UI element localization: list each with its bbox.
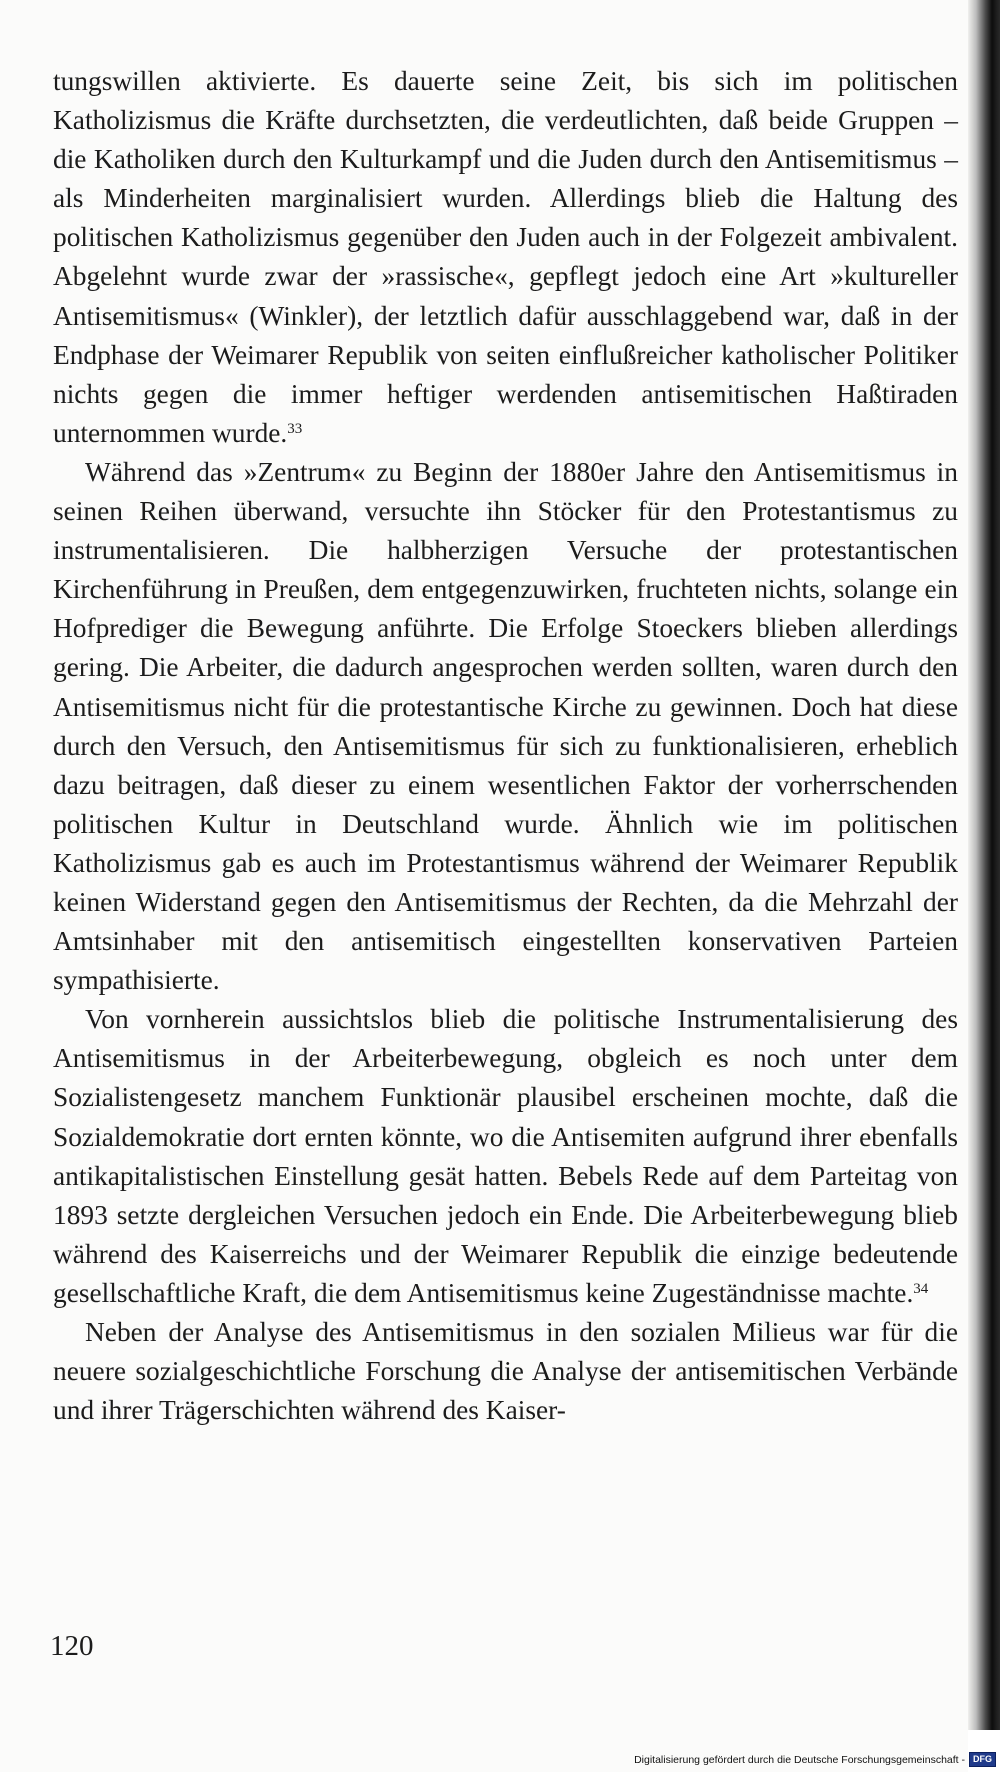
- paragraph-2-text: Während das »Zentrum« zu Beginn der 1880er Jahre den Antisemitismus in seinen Reihen überwand, versuchte ihn Stöcker für den Protestantismus zu instrumentalisieren. Die halbherzigen Versuche der protestantischen Kirchenführung in Preußen, dem entgegenzuwirken, fruchteten nichts, solange ein Hofprediger die Bewegung anführte. Die Erfolge Stoeckers blieben allerdings gering. Die Arbeiter, die dadurch angesprochen werden sollten, waren durch den Antisemitismus nicht für die protestantische Kirche zu gewinnen. Doch hat diese durch den Versuch, den Antisemitismus für sich zu funktionalisieren, erheblich dazu beitragen, daß dieser zu einem wesentlichen Faktor der vorherrschenden politischen Kultur in Deutschland wurde. Ähnlich wie im politischen Katholizismus gab es auch im Protestantismus während der Weimarer Republik keinen Widerstand gegen den Antisemitismus der Rechten, da die Mehrzahl der Amtsinhaber mit den antisemitisch eingestellten konservativen Parteien sympathisierte.: [53, 456, 958, 996]
- digitization-credit: Digitalisierung gefördert durch die Deutsche Forschungsgemeinschaft -: [634, 1753, 965, 1766]
- paragraph-2: [53, 453, 958, 1000]
- paragraph-4-text: Neben der Analyse des Antisemitismus in den sozialen Milieus war für die neuere sozialgeschichtliche Forschung die Analyse der antisemitischen Verbände und ihrer Trägerschichten während des Kaiser-: [53, 1317, 958, 1426]
- paragraph-1: [53, 62, 958, 453]
- paragraph-4: [53, 1313, 958, 1430]
- footnote-ref-33: 33: [287, 420, 303, 437]
- body-text: [53, 62, 958, 1430]
- paragraph-3: [53, 1000, 958, 1313]
- digitization-footer: [634, 1752, 996, 1767]
- paragraph-3-text: Von vornherein aussichtslos blieb die politische Instrumentalisierung des Antisemitismus in der Arbeiterbewegung, obgleich es noch unter dem Sozialistengesetz manchem Funktionär plausibel erscheinen mochte, daß die Sozialdemokratie dort ernten könnte, wo die Antisemiten aufgrund ihrer ebenfalls antikapitalistischen Einstellung gesät hatten. Bebels Rede auf dem Parteitag von 1893 setzte dergleichen Versuchen jedoch ein Ende. Die Arbeiterbewegung blieb während des Kaiserreichs und der Weimarer Republik die einzige bedeutende gesellschaftliche Kraft, die dem Antisemitismus keine Zugeständnisse machte.: [53, 1004, 958, 1308]
- book-spine-shadow: [968, 0, 1000, 1730]
- footnote-ref-34: 34: [913, 1280, 929, 1297]
- paragraph-1-text: tungswillen aktivierte. Es dauerte seine Zeit, bis sich im politischen Katholizismus die Kräfte durchsetzten, die verdeutlichten, daß beide Gruppen – die Katholiken durch den Kulturkampf und die Juden durch den Antisemitismus – als Minderheiten marginalisiert wurden. Allerdings blieb die Haltung des politischen Katholizismus gegenüber den Juden auch in der Folgezeit ambivalent. Abgelehnt wurde zwar der »rassische«, gepflegt jedoch eine Art »kultureller Antisemitismus« (Winkler), der letztlich dafür ausschlaggebend war, daß in der Endphase der Weimarer Republik von seiten einflußreicher katholischer Politiker nichts gegen die immer heftiger werdenden antisemitischen Haßtiraden unternommen wurde.: [53, 66, 958, 448]
- dfg-logo-icon: DFG: [969, 1752, 996, 1767]
- page-number: 120: [50, 1630, 94, 1662]
